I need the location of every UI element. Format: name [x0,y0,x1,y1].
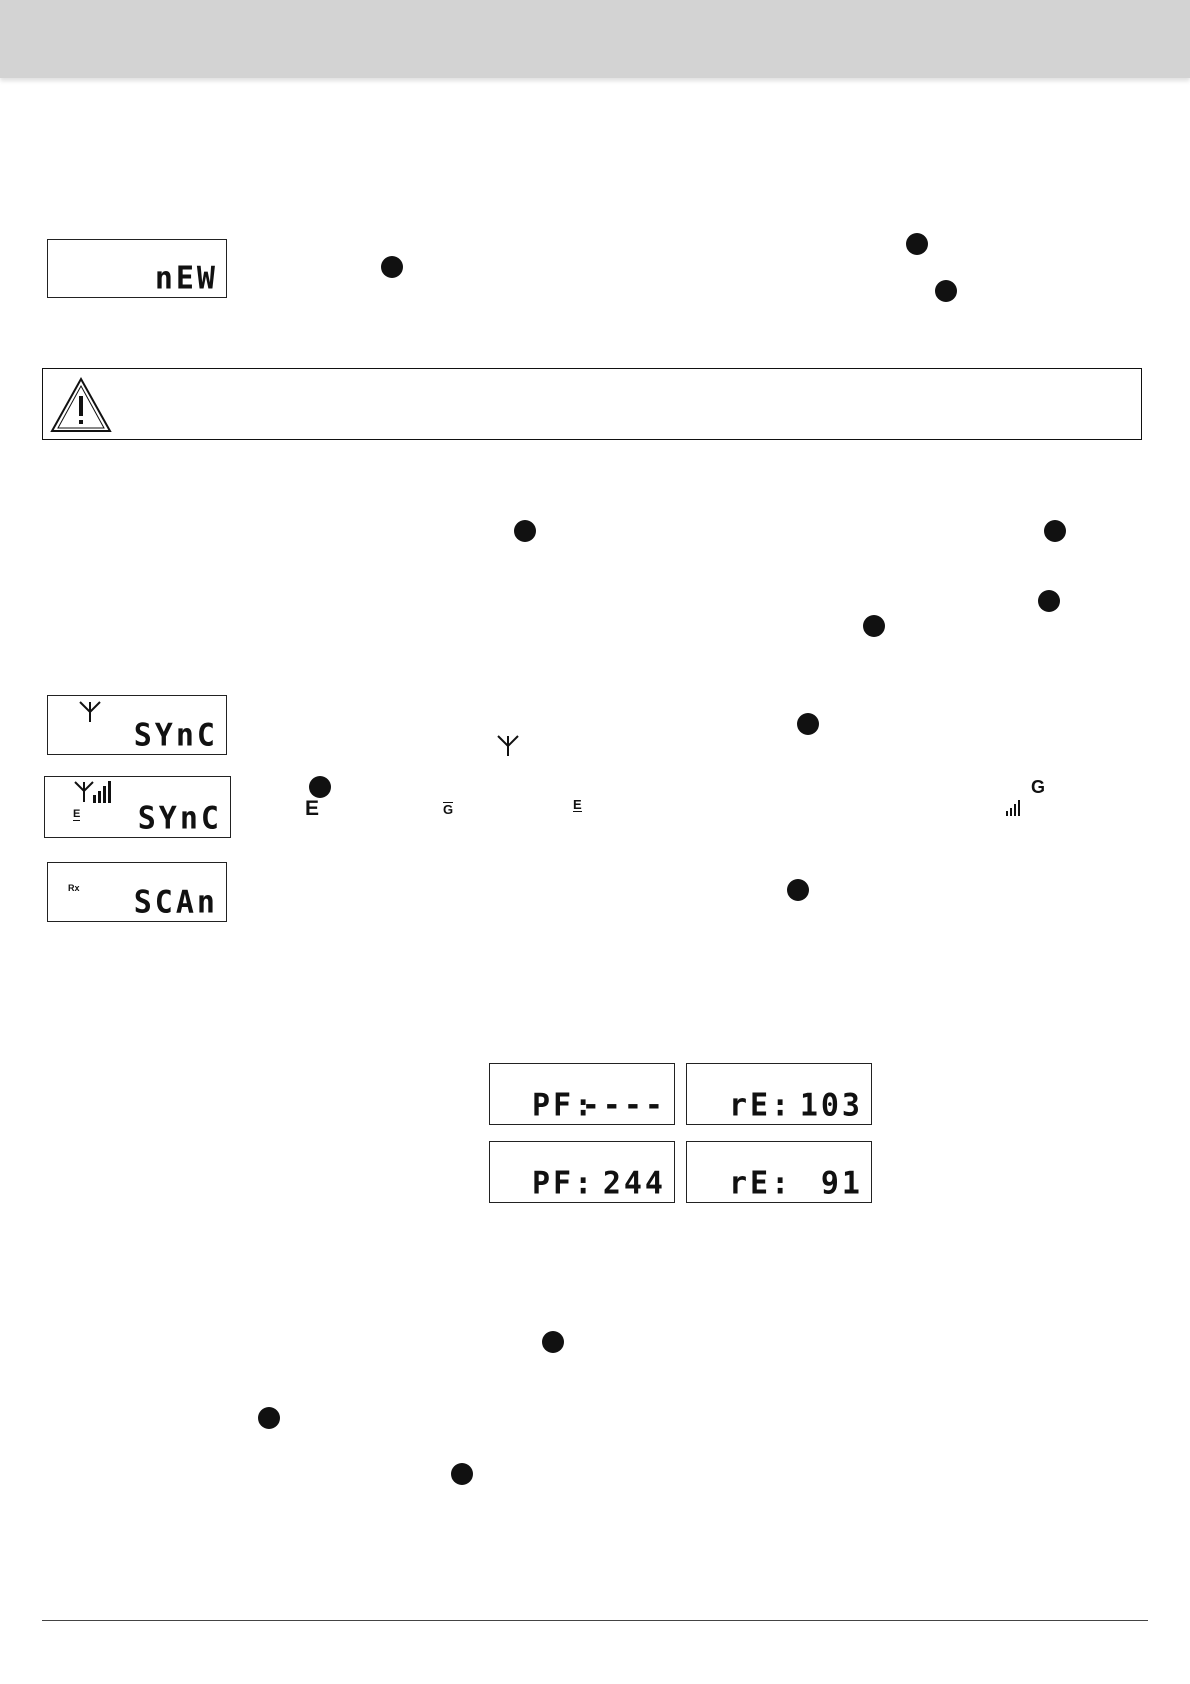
callout-dot [935,280,957,302]
callout-dot [542,1331,564,1353]
page-header-bar [0,0,1190,78]
signal-bars-icon [93,781,111,808]
warning-box [42,368,1142,440]
lcd-text-new: nEW [154,260,218,297]
lcd-label-re: rE: [729,1087,793,1124]
callout-dot [797,713,819,735]
lcd-value-re: 91 [820,1165,863,1202]
warning-triangle-icon [49,376,113,439]
lcd-value-pf: 244 [602,1165,666,1202]
lcd-display-new [47,239,227,298]
callout-dot [258,1407,280,1429]
lcd-indicator-rx: Rx [68,883,80,893]
lcd-display-re-91 [686,1141,872,1203]
callout-dot [1038,590,1060,612]
lcd-label-pf: PF: [532,1165,596,1202]
inline-e-underline-symbol: E [573,797,582,812]
lcd-text-sync: SYnC [133,717,218,754]
antenna-icon [78,699,102,728]
lcd-value-pf: ---- [581,1087,666,1124]
inline-g-symbol: G [1031,777,1046,797]
lcd-value-re: 103 [799,1087,863,1124]
footer-rule [42,1620,1148,1621]
lcd-text-sync-signal: SYnC [137,800,222,837]
lcd-display-sync-signal [44,776,231,838]
callout-dot [906,233,928,255]
lcd-display-pf-244 [489,1141,675,1203]
lcd-label-pf: PF: [532,1087,596,1124]
antenna-icon [73,779,95,808]
lcd-label-re: rE: [729,1165,793,1202]
lcd-display-sync [47,695,227,755]
antenna-icon [496,733,520,762]
callout-dot [451,1463,473,1485]
callout-dot [863,615,885,637]
lcd-display-pf-empty [489,1063,675,1125]
lcd-display-re-103 [686,1063,872,1125]
lcd-text-scan: SCAn [133,884,218,921]
callout-dot [787,879,809,901]
callout-dot [381,256,403,278]
lcd-indicator-e: E [73,808,81,820]
inline-g-overline-symbol: G [443,802,454,817]
callout-dot [1044,520,1066,542]
inline-e-symbol: E [305,797,320,820]
callout-dot [514,520,536,542]
lcd-display-scan [47,862,227,922]
signal-bars-icon [1006,800,1020,821]
callout-dot [309,776,331,798]
